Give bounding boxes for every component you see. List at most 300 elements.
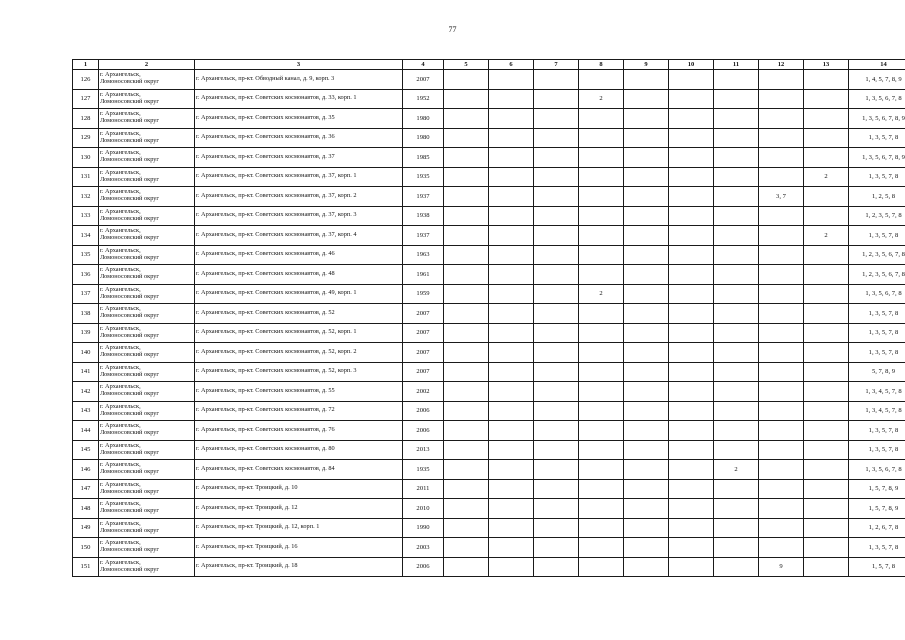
column-number-header: 9: [624, 60, 669, 70]
district-line: Ломоносовский округ: [100, 78, 160, 86]
column-number-header: 8: [579, 60, 624, 70]
col-14-cell: 1, 3, 5, 6, 7, 8, 9: [849, 148, 905, 168]
col-9-cell: [624, 557, 669, 577]
col-5-cell: [444, 284, 489, 304]
col-12-cell: [759, 440, 804, 460]
col-6-cell: [489, 89, 534, 109]
col-6-cell: [489, 460, 534, 480]
page-number: 77: [448, 25, 457, 34]
row-number: 129: [73, 128, 99, 148]
col-5-cell: [444, 109, 489, 129]
col-14-cell: 1, 5, 7, 8, 9: [849, 499, 905, 519]
col-5-cell: [444, 89, 489, 109]
col-14-cell: 1, 3, 5, 7, 8: [849, 167, 905, 187]
table-row: [73, 382, 905, 402]
col-14-cell: 1, 3, 4, 5, 7, 8: [849, 401, 905, 421]
col-6-cell: [489, 518, 534, 538]
col-8-cell: [579, 362, 624, 382]
register-table: [72, 59, 905, 577]
district-line: г. Архангельск,: [100, 500, 141, 508]
district-line: г. Архангельск,: [100, 168, 141, 176]
table-row: [73, 557, 905, 577]
col-12-cell: [759, 362, 804, 382]
col-8-cell: [579, 460, 624, 480]
year-cell: 1935: [403, 460, 444, 480]
col-11-cell: [714, 382, 759, 402]
col-12-cell: [759, 323, 804, 343]
row-number: 145: [73, 440, 99, 460]
district-cell: [99, 499, 195, 519]
address-cell: г. Архангельск, пр-кт. Троицкий, д. 16: [195, 538, 403, 558]
col-13-cell: [804, 518, 849, 538]
col-12-cell: [759, 265, 804, 285]
year-cell: 1935: [403, 167, 444, 187]
col-12-cell: [759, 284, 804, 304]
col-12-cell: [759, 206, 804, 226]
col-11-cell: [714, 323, 759, 343]
row-number: 127: [73, 89, 99, 109]
district-line: Ломоносовский округ: [100, 253, 160, 261]
col-7-cell: [534, 479, 579, 499]
row-number: 141: [73, 362, 99, 382]
col-11-cell: [714, 440, 759, 460]
col-8-cell: [579, 245, 624, 265]
district-cell: [99, 265, 195, 285]
address-cell: г. Архангельск, пр-кт. Советских космонавтов, д. 72: [195, 401, 403, 421]
col-14-cell: 1, 2, 3, 5, 6, 7, 8: [849, 245, 905, 265]
district-cell: [99, 245, 195, 265]
district-line: Ломоносовский округ: [100, 214, 160, 222]
table-row: [73, 538, 905, 558]
district-line: Ломоносовский округ: [100, 331, 160, 339]
address-cell: г. Архангельск, пр-кт. Троицкий, д. 10: [195, 479, 403, 499]
col-5-cell: [444, 401, 489, 421]
col-7-cell: [534, 518, 579, 538]
col-11-cell: [714, 70, 759, 90]
table-row: [73, 187, 905, 207]
district-line: Ломоносовский округ: [100, 370, 160, 378]
year-cell: 2002: [403, 382, 444, 402]
col-14-cell: 1, 3, 5, 7, 8: [849, 440, 905, 460]
district-cell: [99, 167, 195, 187]
col-14-cell: 1, 3, 5, 6, 7, 8, 9: [849, 109, 905, 129]
col-5-cell: [444, 460, 489, 480]
col-6-cell: [489, 245, 534, 265]
year-cell: 1985: [403, 148, 444, 168]
col-8-cell: 2: [579, 89, 624, 109]
col-12-cell: [759, 460, 804, 480]
col-10-cell: [669, 206, 714, 226]
row-number: 139: [73, 323, 99, 343]
year-cell: 1963: [403, 245, 444, 265]
col-10-cell: [669, 304, 714, 324]
year-cell: 1961: [403, 265, 444, 285]
year-cell: 2013: [403, 440, 444, 460]
col-6-cell: [489, 148, 534, 168]
district-line: г. Архангельск,: [100, 383, 141, 391]
col-14-cell: 1, 2, 3, 5, 6, 7, 8: [849, 265, 905, 285]
col-8-cell: [579, 109, 624, 129]
row-number: 146: [73, 460, 99, 480]
col-7-cell: [534, 226, 579, 246]
col-7-cell: [534, 304, 579, 324]
address-cell: г. Архангельск, пр-кт. Советских космонавтов, д. 37, корп. 3: [195, 206, 403, 226]
col-7-cell: [534, 148, 579, 168]
table-body: [73, 70, 905, 577]
col-8-cell: [579, 265, 624, 285]
col-10-cell: [669, 109, 714, 129]
table-row: [73, 206, 905, 226]
row-number: 135: [73, 245, 99, 265]
address-cell: г. Архангельск, пр-кт. Советских космонавтов, д. 35: [195, 109, 403, 129]
col-12-cell: [759, 89, 804, 109]
col-5-cell: [444, 538, 489, 558]
col-14-cell: 1, 3, 5, 6, 7, 8: [849, 284, 905, 304]
col-8-cell: [579, 226, 624, 246]
district-line: Ломоносовский округ: [100, 468, 160, 476]
col-10-cell: [669, 440, 714, 460]
year-cell: 2007: [403, 304, 444, 324]
table-row: [73, 128, 905, 148]
row-number: 137: [73, 284, 99, 304]
col-13-cell: [804, 323, 849, 343]
address-cell: г. Архангельск, пр-кт. Советских космонавтов, д. 37, корп. 2: [195, 187, 403, 207]
col-10-cell: [669, 538, 714, 558]
col-12-cell: [759, 109, 804, 129]
table-row: [73, 226, 905, 246]
col-13-cell: [804, 148, 849, 168]
table-row: [73, 479, 905, 499]
col-9-cell: [624, 109, 669, 129]
col-14-cell: 1, 3, 5, 7, 8: [849, 421, 905, 441]
col-9-cell: [624, 148, 669, 168]
district-line: г. Архангельск,: [100, 519, 141, 527]
col-12-cell: [759, 421, 804, 441]
col-5-cell: [444, 265, 489, 285]
year-cell: 1937: [403, 187, 444, 207]
col-13-cell: [804, 460, 849, 480]
col-9-cell: [624, 187, 669, 207]
col-12-cell: [759, 343, 804, 363]
address-cell: г. Архангельск, пр-кт. Советских космонавтов, д. 52, корп. 3: [195, 362, 403, 382]
column-number-header: 7: [534, 60, 579, 70]
col-12-cell: [759, 382, 804, 402]
col-11-cell: [714, 518, 759, 538]
address-cell: г. Архангельск, пр-кт. Советских космонавтов, д. 37: [195, 148, 403, 168]
column-number-header: 10: [669, 60, 714, 70]
col-6-cell: [489, 479, 534, 499]
table-row: [73, 109, 905, 129]
district-line: Ломоносовский округ: [100, 195, 160, 203]
address-cell: г. Архангельск, пр-кт. Советских космонавтов, д. 36: [195, 128, 403, 148]
col-10-cell: [669, 362, 714, 382]
district-cell: [99, 226, 195, 246]
district-line: г. Архангельск,: [100, 461, 141, 469]
col-12-cell: [759, 128, 804, 148]
col-5-cell: [444, 382, 489, 402]
col-10-cell: [669, 265, 714, 285]
col-13-cell: [804, 265, 849, 285]
col-9-cell: [624, 518, 669, 538]
col-9-cell: [624, 499, 669, 519]
col-8-cell: [579, 343, 624, 363]
col-10-cell: [669, 382, 714, 402]
col-9-cell: [624, 206, 669, 226]
col-8-cell: [579, 440, 624, 460]
col-5-cell: [444, 343, 489, 363]
col-7-cell: [534, 265, 579, 285]
col-11-cell: [714, 245, 759, 265]
col-8-cell: [579, 206, 624, 226]
year-cell: 2006: [403, 421, 444, 441]
col-13-cell: [804, 538, 849, 558]
col-8-cell: [579, 538, 624, 558]
col-13-cell: [804, 362, 849, 382]
col-14-cell: 1, 3, 5, 7, 8: [849, 323, 905, 343]
col-10-cell: [669, 401, 714, 421]
col-13-cell: [804, 499, 849, 519]
col-10-cell: [669, 89, 714, 109]
col-5-cell: [444, 362, 489, 382]
col-5-cell: [444, 421, 489, 441]
col-5-cell: [444, 557, 489, 577]
col-6-cell: [489, 128, 534, 148]
district-line: г. Архангельск,: [100, 90, 141, 98]
col-11-cell: [714, 538, 759, 558]
col-9-cell: [624, 128, 669, 148]
column-number-header: 14: [849, 60, 905, 70]
col-5-cell: [444, 323, 489, 343]
col-9-cell: [624, 304, 669, 324]
district-cell: [99, 304, 195, 324]
table-row: [73, 89, 905, 109]
district-cell: [99, 343, 195, 363]
col-11-cell: [714, 226, 759, 246]
address-cell: г. Архангельск, пр-кт. Советских космонавтов, д. 37, корп. 4: [195, 226, 403, 246]
col-8-cell: [579, 187, 624, 207]
col-12-cell: [759, 538, 804, 558]
col-12-cell: [759, 518, 804, 538]
col-10-cell: [669, 460, 714, 480]
district-line: Ломоносовский округ: [100, 448, 160, 456]
col-7-cell: [534, 284, 579, 304]
year-cell: 2007: [403, 323, 444, 343]
col-5-cell: [444, 440, 489, 460]
district-line: Ломоносовский округ: [100, 292, 160, 300]
col-6-cell: [489, 557, 534, 577]
column-number-row: [73, 60, 905, 70]
table-row: [73, 323, 905, 343]
address-cell: г. Архангельск, пр-кт. Советских космонавтов, д. 52: [195, 304, 403, 324]
year-cell: 1938: [403, 206, 444, 226]
col-11-cell: [714, 304, 759, 324]
col-5-cell: [444, 245, 489, 265]
district-line: Ломоносовский округ: [100, 312, 160, 320]
col-10-cell: [669, 557, 714, 577]
col-11-cell: [714, 401, 759, 421]
col-7-cell: [534, 343, 579, 363]
col-6-cell: [489, 343, 534, 363]
district-line: г. Архангельск,: [100, 363, 141, 371]
table-row: [73, 421, 905, 441]
district-line: Ломоносовский округ: [100, 526, 160, 534]
col-6-cell: [489, 206, 534, 226]
col-12-cell: [759, 499, 804, 519]
col-11-cell: [714, 109, 759, 129]
district-cell: [99, 421, 195, 441]
row-number: 134: [73, 226, 99, 246]
district-cell: [99, 187, 195, 207]
row-number: 149: [73, 518, 99, 538]
district-cell: [99, 538, 195, 558]
col-10-cell: [669, 70, 714, 90]
table-row: [73, 343, 905, 363]
col-9-cell: [624, 460, 669, 480]
column-number-header: 5: [444, 60, 489, 70]
col-12-cell: [759, 304, 804, 324]
district-line: Ломоносовский округ: [100, 487, 160, 495]
col-10-cell: [669, 518, 714, 538]
year-cell: 1959: [403, 284, 444, 304]
table-row: [73, 499, 905, 519]
year-cell: 2011: [403, 479, 444, 499]
district-line: Ломоносовский округ: [100, 409, 160, 417]
row-number: 142: [73, 382, 99, 402]
col-11-cell: [714, 167, 759, 187]
address-cell: г. Архангельск, пр-кт. Советских космонавтов, д. 52, корп. 2: [195, 343, 403, 363]
col-13-cell: [804, 284, 849, 304]
row-number: 140: [73, 343, 99, 363]
col-5-cell: [444, 479, 489, 499]
row-number: 126: [73, 70, 99, 90]
district-line: г. Архангельск,: [100, 402, 141, 410]
district-line: Ломоносовский округ: [100, 273, 160, 281]
col-8-cell: [579, 499, 624, 519]
row-number: 143: [73, 401, 99, 421]
col-7-cell: [534, 187, 579, 207]
district-line: г. Архангельск,: [100, 71, 141, 79]
col-7-cell: [534, 382, 579, 402]
row-number: 132: [73, 187, 99, 207]
district-line: Ломоносовский округ: [100, 390, 160, 398]
col-11-cell: [714, 148, 759, 168]
col-8-cell: [579, 401, 624, 421]
col-9-cell: [624, 401, 669, 421]
address-cell: г. Архангельск, пр-кт. Советских космонавтов, д. 55: [195, 382, 403, 402]
col-6-cell: [489, 421, 534, 441]
col-12-cell: 9: [759, 557, 804, 577]
district-line: г. Архангельск,: [100, 188, 141, 196]
year-cell: 2003: [403, 538, 444, 558]
year-cell: 1980: [403, 109, 444, 129]
col-12-cell: [759, 401, 804, 421]
district-line: г. Архангельск,: [100, 246, 141, 254]
address-cell: г. Архангельск, пр-кт. Обводный канал, д. 9, корп. 3: [195, 70, 403, 90]
col-9-cell: [624, 89, 669, 109]
table-row: [73, 460, 905, 480]
col-14-cell: 1, 3, 5, 6, 7, 8: [849, 460, 905, 480]
table-row: [73, 265, 905, 285]
district-line: Ломоносовский округ: [100, 565, 160, 573]
district-cell: [99, 148, 195, 168]
district-cell: [99, 440, 195, 460]
year-cell: 1937: [403, 226, 444, 246]
col-5-cell: [444, 206, 489, 226]
col-6-cell: [489, 187, 534, 207]
col-11-cell: [714, 284, 759, 304]
row-number: 130: [73, 148, 99, 168]
col-10-cell: [669, 245, 714, 265]
district-line: г. Архангельск,: [100, 441, 141, 449]
district-cell: [99, 109, 195, 129]
row-number: 144: [73, 421, 99, 441]
col-11-cell: [714, 265, 759, 285]
col-14-cell: 1, 4, 5, 7, 8, 9: [849, 70, 905, 90]
col-6-cell: [489, 167, 534, 187]
column-number-header: 13: [804, 60, 849, 70]
district-cell: [99, 518, 195, 538]
col-7-cell: [534, 167, 579, 187]
col-9-cell: [624, 538, 669, 558]
district-cell: [99, 128, 195, 148]
address-cell: г. Архангельск, пр-кт. Советских космонавтов, д. 37, корп. 1: [195, 167, 403, 187]
col-14-cell: 1, 5, 7, 8, 9: [849, 479, 905, 499]
col-7-cell: [534, 245, 579, 265]
year-cell: 2007: [403, 343, 444, 363]
district-cell: [99, 284, 195, 304]
table-row: [73, 518, 905, 538]
col-7-cell: [534, 323, 579, 343]
col-11-cell: [714, 343, 759, 363]
col-14-cell: 1, 3, 5, 7, 8: [849, 304, 905, 324]
district-line: г. Архангельск,: [100, 305, 141, 313]
col-10-cell: [669, 187, 714, 207]
col-8-cell: [579, 167, 624, 187]
district-cell: [99, 460, 195, 480]
col-14-cell: 1, 3, 5, 6, 7, 8: [849, 89, 905, 109]
col-7-cell: [534, 538, 579, 558]
col-8-cell: [579, 128, 624, 148]
col-13-cell: [804, 382, 849, 402]
col-13-cell: [804, 304, 849, 324]
row-number: 133: [73, 206, 99, 226]
col-10-cell: [669, 343, 714, 363]
year-cell: 2006: [403, 401, 444, 421]
col-9-cell: [624, 440, 669, 460]
col-8-cell: [579, 323, 624, 343]
col-12-cell: [759, 167, 804, 187]
district-line: Ломоносовский округ: [100, 429, 160, 437]
district-line: г. Архангельск,: [100, 110, 141, 118]
col-8-cell: [579, 70, 624, 90]
col-6-cell: [489, 362, 534, 382]
col-9-cell: [624, 343, 669, 363]
col-7-cell: [534, 70, 579, 90]
row-number: 138: [73, 304, 99, 324]
col-13-cell: 2: [804, 167, 849, 187]
district-line: г. Архангельск,: [100, 266, 141, 274]
col-14-cell: 1, 2, 6, 7, 8: [849, 518, 905, 538]
col-10-cell: [669, 421, 714, 441]
district-line: Ломоносовский округ: [100, 234, 160, 242]
col-7-cell: [534, 206, 579, 226]
col-6-cell: [489, 440, 534, 460]
district-line: Ломоносовский округ: [100, 156, 160, 164]
col-13-cell: [804, 421, 849, 441]
col-9-cell: [624, 265, 669, 285]
col-7-cell: [534, 89, 579, 109]
col-14-cell: 1, 3, 5, 7, 8: [849, 343, 905, 363]
